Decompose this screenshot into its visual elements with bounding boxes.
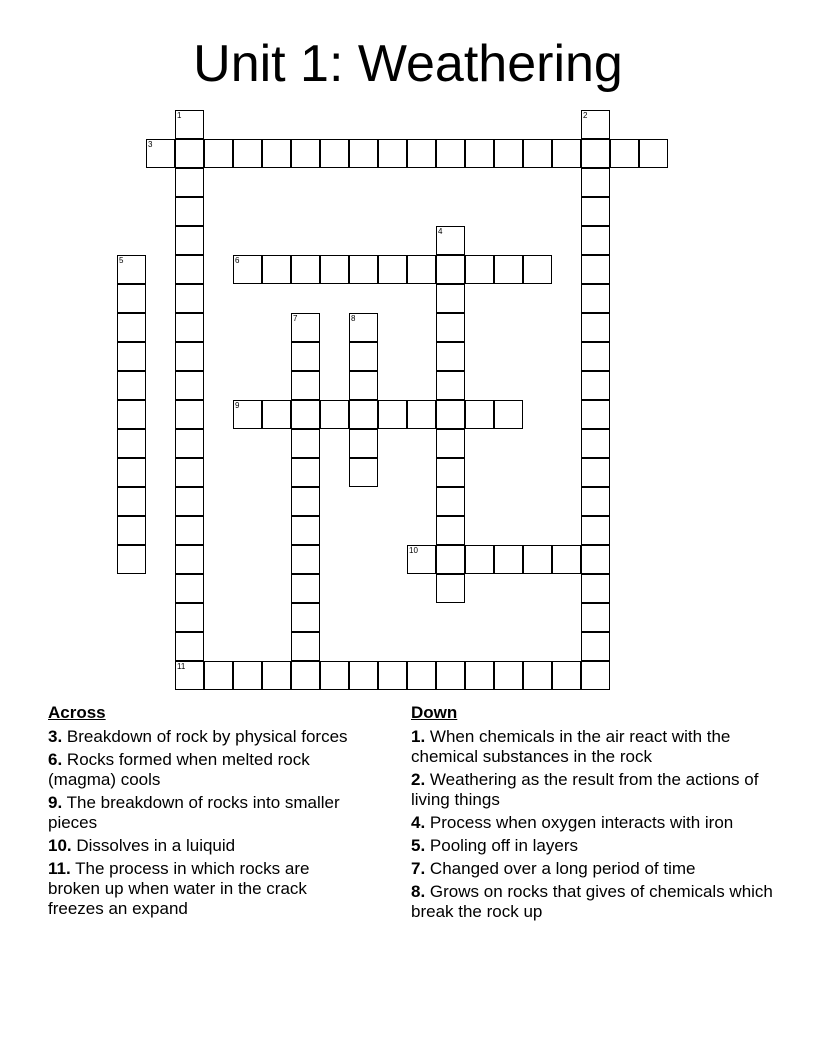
grid-cell[interactable]: [291, 429, 320, 458]
down-clues: [411, 703, 773, 925]
grid-cell[interactable]: [378, 400, 407, 429]
clue-text: Dissolves in a luiquid: [76, 836, 236, 855]
grid-cell[interactable]: [581, 284, 610, 313]
grid-cell[interactable]: [291, 516, 320, 545]
grid-cell[interactable]: [436, 255, 465, 284]
grid-cell[interactable]: [204, 661, 233, 690]
grid-cell[interactable]: [262, 255, 291, 284]
grid-cell[interactable]: [436, 545, 465, 574]
clue-number: 1.: [411, 727, 426, 746]
clue-number: 8.: [411, 882, 426, 901]
grid-cell[interactable]: [436, 516, 465, 545]
grid-cell[interactable]: [581, 516, 610, 545]
clue-number: 4.: [411, 813, 426, 832]
grid-cell[interactable]: [407, 661, 436, 690]
grid-cell[interactable]: [581, 400, 610, 429]
grid-cell[interactable]: [291, 139, 320, 168]
grid-cell[interactable]: [436, 661, 465, 690]
grid-cell[interactable]: [581, 458, 610, 487]
across-clue: [48, 793, 358, 833]
grid-cell[interactable]: [581, 429, 610, 458]
grid-cell[interactable]: [407, 255, 436, 284]
grid-cell[interactable]: [494, 400, 523, 429]
grid-cell[interactable]: [175, 661, 204, 690]
grid-cell[interactable]: [349, 429, 378, 458]
clue-number: 6: [235, 256, 240, 265]
grid-cell[interactable]: [175, 545, 204, 574]
grid-cell[interactable]: [175, 139, 204, 168]
clue-number: 8: [351, 314, 356, 323]
grid-cell[interactable]: [436, 342, 465, 371]
grid-cell[interactable]: [117, 545, 146, 574]
grid-cell[interactable]: [291, 313, 320, 342]
down-heading: Down: [411, 703, 458, 722]
grid-cell[interactable]: [407, 400, 436, 429]
grid-cell[interactable]: [175, 168, 204, 197]
grid-cell[interactable]: [436, 371, 465, 400]
clue-number: 4: [438, 227, 443, 236]
grid-cell[interactable]: [494, 545, 523, 574]
clue-number: 6.: [48, 750, 63, 769]
grid-cell[interactable]: [581, 603, 610, 632]
grid-cell[interactable]: [523, 545, 552, 574]
clue-number: 9: [235, 401, 240, 410]
grid-cell[interactable]: [291, 400, 320, 429]
grid-cell[interactable]: [204, 139, 233, 168]
grid-cell[interactable]: [436, 487, 465, 516]
grid-cell[interactable]: [320, 255, 349, 284]
grid-cell[interactable]: [233, 139, 262, 168]
grid-cell[interactable]: [552, 545, 581, 574]
grid-cell[interactable]: [175, 574, 204, 603]
grid-cell[interactable]: [581, 313, 610, 342]
grid-cell[interactable]: [320, 661, 349, 690]
down-clue: [411, 813, 773, 833]
grid-cell[interactable]: [175, 371, 204, 400]
page-title: Unit 1: Weathering: [193, 35, 623, 93]
across-clues: [48, 703, 358, 922]
grid-cell[interactable]: [465, 400, 494, 429]
grid-cell[interactable]: [581, 139, 610, 168]
grid-cell[interactable]: [233, 661, 262, 690]
grid-cell[interactable]: [523, 255, 552, 284]
grid-cell[interactable]: [523, 139, 552, 168]
crossword-grid: [117, 110, 677, 700]
grid-cell[interactable]: [175, 284, 204, 313]
grid-cell[interactable]: [262, 139, 291, 168]
across-clue: [48, 836, 358, 856]
clue-number: 7: [293, 314, 298, 323]
grid-cell[interactable]: [349, 371, 378, 400]
grid-cell[interactable]: [552, 661, 581, 690]
clue-number: 9.: [48, 793, 63, 812]
grid-cell[interactable]: [349, 458, 378, 487]
clue-number: 11: [177, 662, 186, 671]
clue-number: 3.: [48, 727, 63, 746]
grid-cell[interactable]: [146, 139, 175, 168]
grid-cell[interactable]: [291, 458, 320, 487]
clue-text: The process in which rocks are broken up when water in the crack freezes an expand: [48, 859, 310, 918]
grid-cell[interactable]: [349, 313, 378, 342]
grid-cell[interactable]: [581, 110, 610, 139]
across-clue: [48, 859, 358, 919]
grid-cell[interactable]: [175, 226, 204, 255]
grid-cell[interactable]: [117, 255, 146, 284]
grid-cell[interactable]: [262, 400, 291, 429]
grid-cell[interactable]: [436, 429, 465, 458]
grid-cell[interactable]: [291, 371, 320, 400]
grid-cell[interactable]: [552, 139, 581, 168]
clue-number: 10: [409, 546, 418, 555]
grid-cell[interactable]: [581, 342, 610, 371]
grid-cell[interactable]: [436, 574, 465, 603]
clue-number: 2: [583, 111, 588, 120]
grid-cell[interactable]: [581, 545, 610, 574]
grid-cell[interactable]: [581, 574, 610, 603]
grid-cell[interactable]: [465, 255, 494, 284]
grid-cell[interactable]: [175, 429, 204, 458]
grid-cell[interactable]: [407, 139, 436, 168]
grid-cell[interactable]: [262, 661, 291, 690]
grid-cell[interactable]: [494, 661, 523, 690]
grid-cell[interactable]: [175, 313, 204, 342]
clue-number: 5: [119, 256, 124, 265]
grid-cell[interactable]: [610, 139, 639, 168]
grid-cell[interactable]: [175, 400, 204, 429]
grid-cell[interactable]: [175, 197, 204, 226]
clue-text: Rocks formed when melted rock (magma) cools: [48, 750, 310, 789]
grid-cell[interactable]: [436, 400, 465, 429]
grid-cell[interactable]: [117, 516, 146, 545]
clue-text: Pooling off in layers: [429, 836, 578, 855]
grid-cell[interactable]: [291, 603, 320, 632]
grid-cell[interactable]: [175, 110, 204, 139]
across-heading: Across: [48, 703, 106, 722]
clue-number: 3: [148, 140, 153, 149]
grid-cell[interactable]: [291, 661, 320, 690]
grid-cell[interactable]: [436, 284, 465, 313]
clue-text: Grows on rocks that gives of chemicals which break the rock up: [411, 882, 773, 921]
clue-number: 2.: [411, 770, 426, 789]
grid-cell[interactable]: [436, 226, 465, 255]
grid-cell[interactable]: [378, 255, 407, 284]
grid-cell[interactable]: [291, 342, 320, 371]
grid-cell[interactable]: [117, 487, 146, 516]
grid-cell[interactable]: [291, 487, 320, 516]
down-clue: [411, 727, 773, 767]
grid-cell[interactable]: [581, 255, 610, 284]
clue-number: 1: [177, 111, 182, 120]
grid-cell[interactable]: [175, 487, 204, 516]
grid-cell[interactable]: [117, 429, 146, 458]
grid-cell[interactable]: [465, 545, 494, 574]
grid-cell[interactable]: [117, 371, 146, 400]
across-clue: [48, 727, 358, 747]
grid-cell[interactable]: [378, 661, 407, 690]
grid-cell[interactable]: [581, 632, 610, 661]
clue-text: The breakdown of rocks into smaller pieces: [48, 793, 340, 832]
clue-text: Weathering as the result from the actions of living things: [411, 770, 759, 809]
grid-cell[interactable]: [436, 313, 465, 342]
grid-cell[interactable]: [349, 139, 378, 168]
grid-cell[interactable]: [291, 632, 320, 661]
grid-cell[interactable]: [117, 313, 146, 342]
grid-cell[interactable]: [465, 139, 494, 168]
clue-text: When chemicals in the air react with the chemical substances in the rock: [411, 727, 731, 766]
clue-number: 5.: [411, 836, 426, 855]
grid-cell[interactable]: [320, 400, 349, 429]
grid-cell[interactable]: [494, 139, 523, 168]
grid-cell[interactable]: [233, 255, 262, 284]
grid-cell[interactable]: [581, 487, 610, 516]
grid-cell[interactable]: [581, 661, 610, 690]
down-clue: [411, 770, 773, 810]
grid-cell[interactable]: [175, 458, 204, 487]
grid-cell[interactable]: [581, 168, 610, 197]
down-clue: [411, 836, 773, 856]
grid-cell[interactable]: [175, 516, 204, 545]
grid-cell[interactable]: [436, 139, 465, 168]
grid-cell[interactable]: [117, 342, 146, 371]
grid-cell[interactable]: [639, 139, 668, 168]
grid-cell[interactable]: [175, 255, 204, 284]
down-clue: [411, 882, 773, 922]
grid-cell[interactable]: [349, 661, 378, 690]
grid-cell[interactable]: [436, 458, 465, 487]
grid-cell[interactable]: [465, 661, 494, 690]
grid-cell[interactable]: [175, 632, 204, 661]
grid-cell[interactable]: [291, 255, 320, 284]
grid-cell[interactable]: [494, 255, 523, 284]
grid-cell[interactable]: [349, 342, 378, 371]
grid-cell[interactable]: [175, 603, 204, 632]
clue-number: 7.: [411, 859, 426, 878]
grid-cell[interactable]: [117, 458, 146, 487]
grid-cell[interactable]: [175, 342, 204, 371]
grid-cell[interactable]: [581, 226, 610, 255]
grid-cell[interactable]: [291, 574, 320, 603]
grid-cell[interactable]: [349, 400, 378, 429]
grid-cell[interactable]: [117, 284, 146, 313]
grid-cell[interactable]: [117, 400, 146, 429]
grid-cell[interactable]: [320, 139, 349, 168]
down-clue: [411, 859, 773, 879]
grid-cell[interactable]: [523, 661, 552, 690]
grid-cell[interactable]: [378, 139, 407, 168]
clue-number: 11.: [48, 859, 71, 878]
grid-cell[interactable]: [349, 255, 378, 284]
clue-text: Changed over a long period of time: [429, 859, 696, 878]
across-clue: [48, 750, 358, 790]
grid-cell[interactable]: [581, 197, 610, 226]
grid-cell[interactable]: [291, 545, 320, 574]
clue-number: 10.: [48, 836, 72, 855]
clue-text: Breakdown of rock by physical forces: [66, 727, 348, 746]
grid-cell[interactable]: [581, 371, 610, 400]
grid-cell[interactable]: [233, 400, 262, 429]
grid-cell[interactable]: [407, 545, 436, 574]
clue-text: Process when oxygen interacts with iron: [429, 813, 734, 832]
